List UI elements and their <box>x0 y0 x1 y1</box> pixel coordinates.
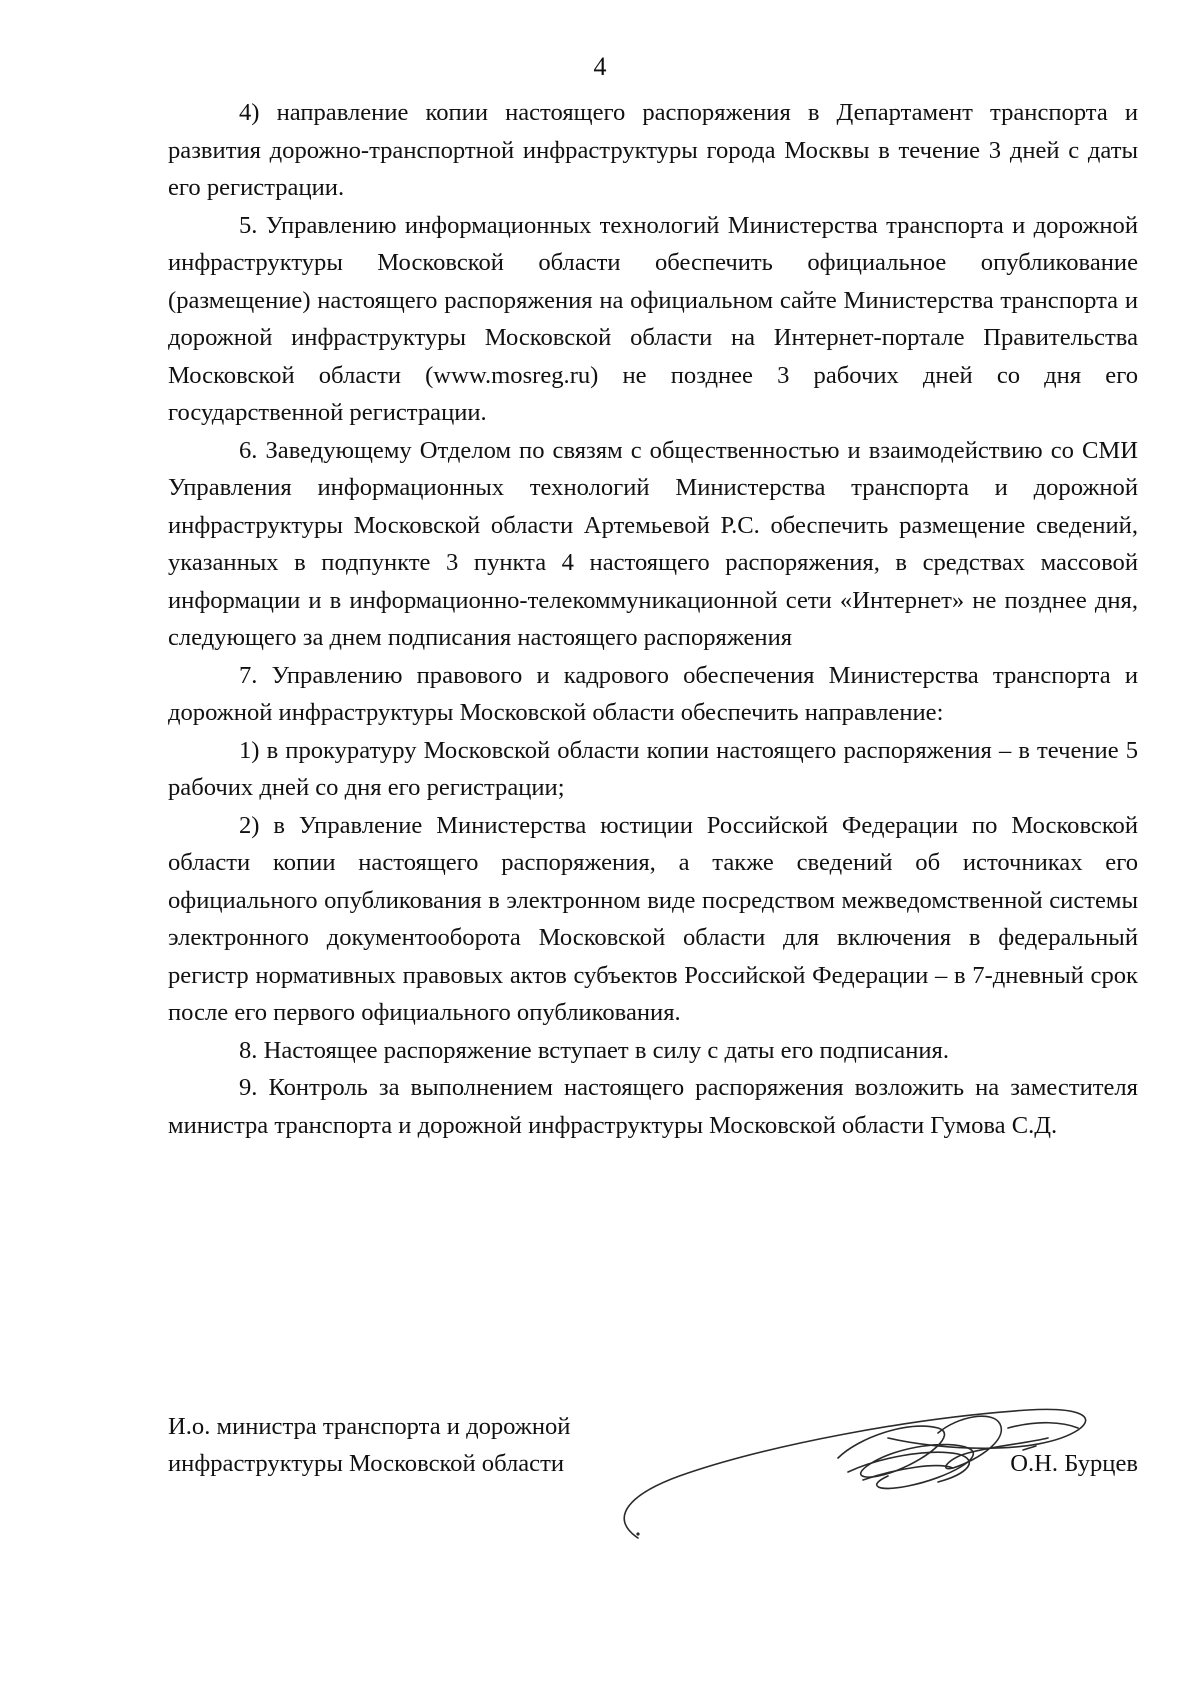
paragraph-item-7: 7. Управлению правового и кадрового обеспечения Министерства транспорта и дорожной инфраструктуры Московской области обеспечить направление: <box>168 661 1138 726</box>
page-number: 4 <box>593 52 607 81</box>
paragraph-item-7-subitem-2: 2) в Управление Министерства юстиции Российской Федерации по Московской области копии настоящего распоряжения, а также сведений об источниках его официального опубликования в электронном виде посредством межведомственной системы электронного документооборота Московской области для включения в федеральный регистр нормативных правовых актов субъектов Российской Федерации – в 7-дневный срок после его первого официального опубликования. <box>168 811 1138 1026</box>
signer-name: О.Н. Бурцев <box>1010 1450 1138 1477</box>
paragraph-item-9: 9. Контроль за выполнением настоящего распоряжения возложить на заместителя министра транспорта и дорожной инфраструктуры Московской области Гумова С.Д. <box>168 1074 1138 1139</box>
signer-position-line-2: инфраструктуры Московской области <box>168 1450 564 1477</box>
document-body <box>168 94 1138 1144</box>
paragraph-item-6: 6. Заведующему Отделом по связям с общественностью и взаимодействию со СМИ Управления информационных технологий Министерства транспорта и дорожной инфраструктуры Московской области Артемьевой Р.С. обеспечить размещение сведений, указанных в подпункте 3 пункта 4 настоящего распоряжения, в средствах массовой информации и в информационно-телекоммуникационной сети «Интернет» не позднее дня, следующего за днем подписания настоящего распоряжения <box>168 436 1138 651</box>
paragraph-item-5: 5. Управлению информационных технологий Министерства транспорта и дорожной инфраструктуры Московской области обеспечить официальное опубликование (размещение) настоящего распоряжения на официальном сайте Министерства транспорта и дорожной инфраструктуры Московской области на Интернет-портале Правительства Московской области (www.mosreg.ru) не позднее 3 рабочих дней со дня его государственной регистрации. <box>168 211 1138 426</box>
signature-block <box>168 1408 1138 1558</box>
paragraph-item-8: 8. Настоящее распоряжение вступает в силу с даты его подписания. <box>239 1036 949 1064</box>
paragraph-item-4-subitem-4: 4) направление копии настоящего распоряжения в Департамент транспорта и развития дорожно-транспортной инфраструктуры города Москвы в течение 3 дней с даты его регистрации. <box>168 99 1138 201</box>
paragraph-item-7-subitem-1: 1) в прокуратуру Московской области копии настоящего распоряжения – в течение 5 рабочих дней со дня его регистрации; <box>168 736 1138 801</box>
signer-position-line-1: И.о. министра транспорта и дорожной <box>168 1413 571 1440</box>
